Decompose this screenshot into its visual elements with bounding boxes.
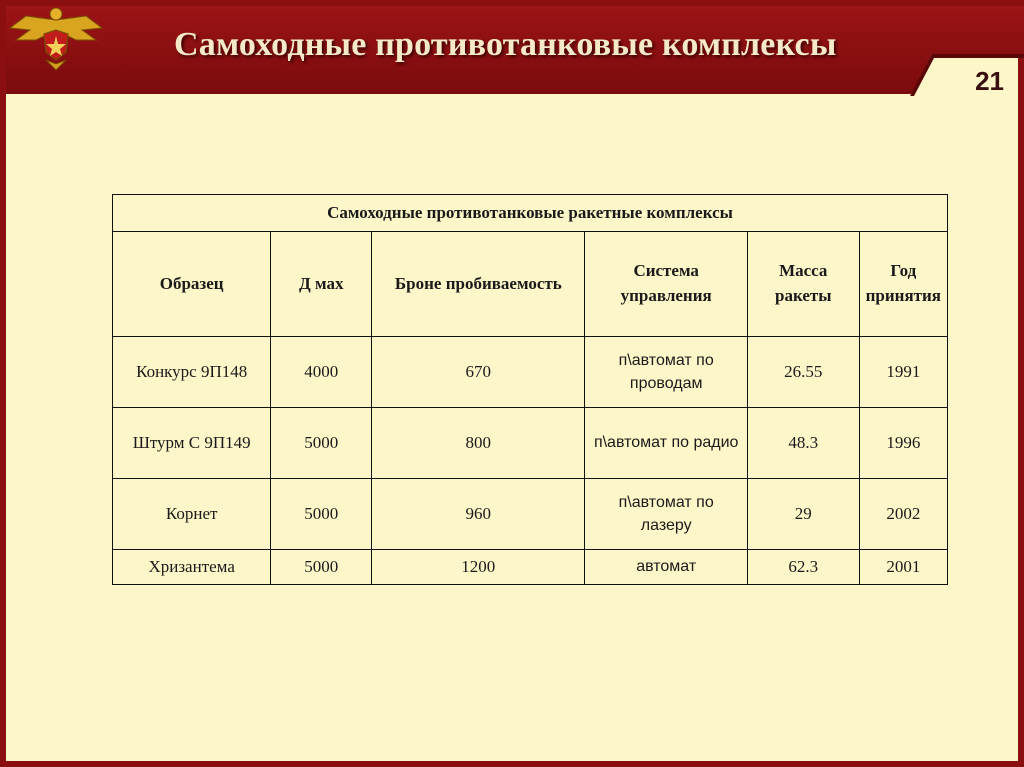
slide-header: [6, 6, 1024, 96]
cell-penetration: 800: [372, 408, 585, 479]
column-header-range: Д мах: [271, 232, 372, 337]
column-header-missile-mass: Масса ракеты: [747, 232, 859, 337]
table-header-row: [113, 232, 948, 337]
cell-year: 2002: [859, 479, 947, 550]
cell-year: 2001: [859, 550, 947, 585]
cell-guidance: п\автомат по лазеру: [585, 479, 747, 550]
cell-missile-mass: 62.3: [747, 550, 859, 585]
table-caption-row: [113, 195, 948, 232]
table-row: [113, 479, 948, 550]
cell-guidance: автомат: [585, 550, 747, 585]
cell-model: Корнет: [113, 479, 271, 550]
cell-year: 1996: [859, 408, 947, 479]
table-row: [113, 337, 948, 408]
cell-guidance: п\автомат по радио: [585, 408, 747, 479]
cell-missile-mass: 29: [747, 479, 859, 550]
cell-model: Хризантема: [113, 550, 271, 585]
page-number: 21: [975, 66, 1004, 96]
cell-penetration: 960: [372, 479, 585, 550]
table-row: [113, 550, 948, 585]
column-header-guidance: Система управления: [585, 232, 747, 337]
cell-range: 4000: [271, 337, 372, 408]
cell-model: Штурм С 9П149: [113, 408, 271, 479]
cell-range: 5000: [271, 550, 372, 585]
cell-range: 5000: [271, 408, 372, 479]
column-header-year: Год принятия: [859, 232, 947, 337]
cell-penetration: 1200: [372, 550, 585, 585]
cell-year: 1991: [859, 337, 947, 408]
table-caption: Самоходные противотанковые ракетные комплексы: [113, 195, 948, 232]
missile-systems-table: [112, 194, 948, 585]
slide-title: Самоходные противотанковые комплексы: [174, 26, 837, 63]
cell-missile-mass: 48.3: [747, 408, 859, 479]
column-header-penetration: Броне пробиваемость: [372, 232, 585, 337]
column-header-model: Образец: [113, 232, 271, 337]
eagle-emblem-icon: [6, 6, 106, 72]
cell-guidance: п\автомат по проводам: [585, 337, 747, 408]
cell-model: Конкурс 9П148: [113, 337, 271, 408]
cell-penetration: 670: [372, 337, 585, 408]
cell-range: 5000: [271, 479, 372, 550]
cell-missile-mass: 26.55: [747, 337, 859, 408]
table-row: [113, 408, 948, 479]
